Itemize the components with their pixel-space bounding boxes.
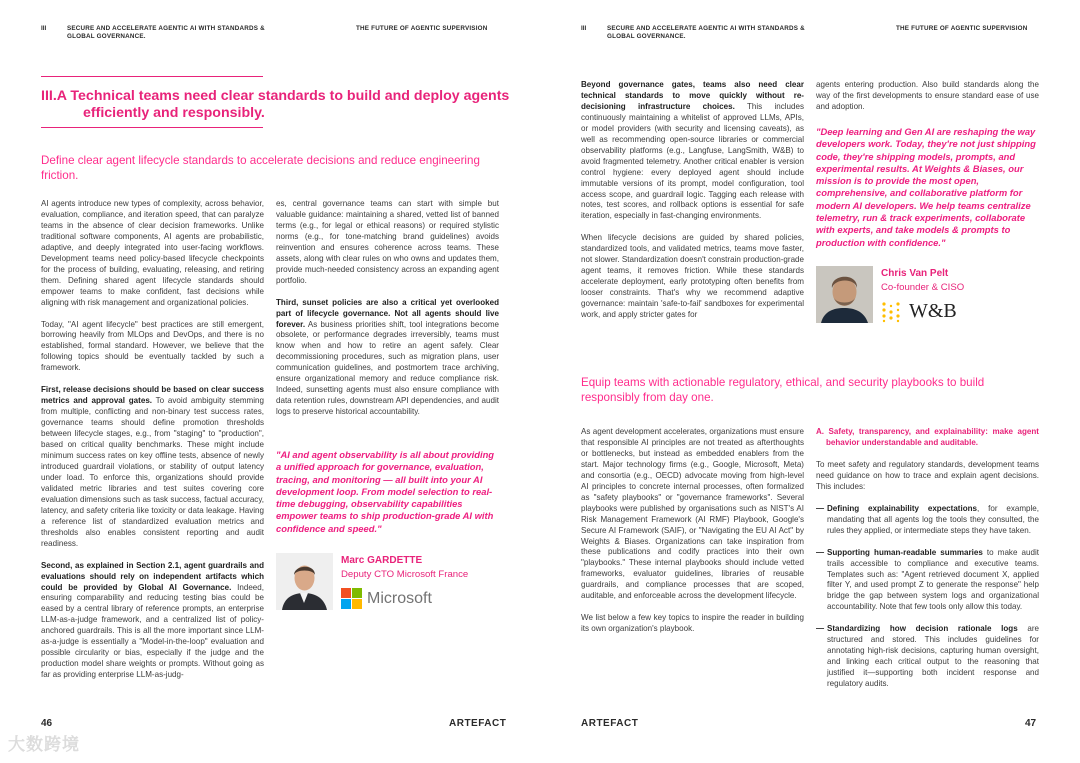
quote-author-name: Marc GARDETTE <box>341 555 423 566</box>
right-column-3 <box>581 427 804 646</box>
left-column-1 <box>41 199 264 692</box>
right-column-2-intro: agents entering production. Also build standards along the way of the first developments to ensure standard ease of use and adoption. <box>816 80 1039 111</box>
quote-author-role: Co-founder & CISO <box>881 282 965 293</box>
right-column-4 <box>816 427 1039 701</box>
header-section-number: III <box>41 25 47 32</box>
paragraph: es, central governance teams can start with simple but valuable guidance: maintaining a shared, vetted list of banned terms (e.g., for legal or ethical reasons) or required stylistic norms (e.g., for tone-matching brand guidelines) avoids reinvention and ensures coherence across teams. These assets, along with clear rules on who owns and updates them, provide much-needed consistency across an expanding agent portfolio. <box>276 199 499 285</box>
quote-author-role: Deputy CTO Microsoft France <box>341 569 469 580</box>
list-item: — Standardizing how decision rationale logs are structured and stored. This includes guidelines for annotating high-risk decisions, capturing human oversight, and linking each critical output to the reasoning that justified it—supporting both incident response and regulatory audits. <box>816 624 1039 690</box>
watermark: 大数跨境 <box>8 735 80 754</box>
footer-logo: ARTEFACT <box>581 718 639 729</box>
header-doc-title: THE FUTURE OF AGENTIC SUPERVISION <box>896 25 1028 32</box>
section-subtitle: Define clear agent lifecycle standards to accelerate decisions and reduce engineering friction. <box>41 154 480 182</box>
header-doc-title: THE FUTURE OF AGENTIC SUPERVISION <box>356 25 488 32</box>
avatar-marc-gardette <box>276 553 333 610</box>
quote-microsoft: "AI and agent observability is all about providing a unified approach for governance, evaluation, tracing, and monitoring — all built into your AI development loop. From model selection to real-time debugging, observability capabilities empower teams to ship production-grade AI with confidence and speed." <box>276 449 495 534</box>
title-rule-bottom <box>41 127 263 128</box>
list-item: — Defining explainability expectations, for example, mandating that all agents log the tools they consulted, the rules they applied, or intermediate steps they have taken. <box>816 504 1039 537</box>
section-subtitle: Equip teams with actionable regulatory, ethical, and security playbooks to build responsibly from day one. <box>581 376 985 404</box>
paragraph: To meet safety and regulatory standards, development teams need guidance on how to trace and explain agent decisions. This includes: <box>816 459 1039 491</box>
paragraph: First, release decisions should be based on clear success metrics and approval gates. To avoid ambiguity stemming from multiple, conflicting and non-binary test success rates, governance teams should define promotion thresholds between lifecycle stages, e.g., from "staging" to "production", based on critical quality benchmarks. These might include minimum success rates on key offline tests, absence of newly introduced guardrail violations, or stability of output latency under load. To enforce this, organizations should provide validated metric libraries and test suites covering core evaluation dimensions such as task success, factual accuracy, latency, and safety criteria like toxicity or data leakage. Having a reference list of standardized evaluation metrics and thresholds also enables consistent reporting and audit readiness. <box>41 385 264 548</box>
paragraph: We list below a few key topics to inspire the reader in building its own organization's playbook. <box>581 613 804 634</box>
wandb-dots-icon <box>881 301 903 323</box>
title-rule-top <box>41 76 263 77</box>
left-column-2 <box>276 199 499 429</box>
quote-author-name: Chris Van Pelt <box>881 268 949 279</box>
paragraph: When lifecycle decisions are guided by shared policies, standardized tools, and validated metrics, teams move faster, not slower. Standardization doesn't constrain production-grade agent teams, it removes friction. While these standards accelerate deployment, early prototyping often benefits from looser constraints. That's why we recommend adaptive governance: maintain 'safe-to-fail' sandboxes for experimental work, and apply stricter gates for <box>581 233 804 320</box>
list-item: — Supporting human-readable summaries to make audit trails accessible to compliance and executive teams. Templates such as: "Agent retrieved document X, applied filter Y, and used prompt Z to generate the response" help bridge the gap between system logs and organizational accountability. Note that few tools only allow this today. <box>816 548 1039 614</box>
paragraph: As agent development accelerates, organizations must ensure that responsible AI principles are not treated as afterthoughts or bottlenecks, but instead as embedded enablers from the start. Major technology firms (e.g., Google, Microsoft, Meta) and consortia (e.g., OECD) advocate moving from high-level AI principles to concrete internal processes, often formalized as "safety playbooks" or "governance frameworks". Several playbooks were published by organisations such as NIST's AI Risk Management Framework (AI RMF) Playbook, Google's Secure AI Framework (SAIF), or "Navigating the EU AI Act" by Weights & Biases. Organizations can take inspiration from these publications and codify practices into their own "playbooks." These internal playbooks should include vetted frameworks, evaluator guidelines, libraries of reusable guardrails, and compliance processes that are scoped, auditable, and enforceable across the development lifecycle. <box>581 427 804 601</box>
wandb-wordmark: W&B <box>909 300 957 322</box>
right-page <box>540 0 1080 763</box>
wandb-logo <box>881 300 957 323</box>
footer-logo: ARTEFACT <box>449 718 507 729</box>
page-number: 46 <box>41 718 53 729</box>
paragraph: Third, sunset policies are also a critical yet overlooked part of lifecycle governance. Not all agents should live forever. As business priorities shift, tool integrations become obsolete, or performance degrades irreversibly, teams must know when and how to retire an agent safely. Clear decommissioning procedures, such as migration plans, user communication guidelines, and postmortem trace archiving, ensure organizational memory and reduce compliance risk. Indeed, sunsetting agents must also ensure compliance with data retention rules, downstream API dependencies, and audit logs to preserve historical accountability. <box>276 297 499 417</box>
microsoft-logo <box>341 588 432 609</box>
paragraph: Second, as explained in Section 2.1, agent guardrails and evaluations should rely on independent artifacts which could be provided by Global AI Governance. Indeed, ensuring comparability and reducing testing bias could be eased by a central library of reference prompts, an enterprise LLM-as-a-judge framework, and a centralized list of policy-anchored guardrails. This is all the more important since LLM-as-a-judge is essentially a "Model-in-the-loop" evaluation and possible circularity or bias, especially if the judge and the production model share weights or prompts. Without going as far as providing enterprise LLM-as-judg- <box>41 560 264 680</box>
playbook-heading-a: A. Safety, transparency, and explainability: make agent behavior understandable and auditable. <box>816 427 1039 447</box>
header-section-title: SECURE AND ACCELERATE AGENTIC AI WITH STANDARDS & GLOBAL GOVERNANCE. <box>607 25 805 40</box>
header-section-number: III <box>581 25 587 32</box>
paragraph: Today, "AI agent lifecycle" best practices are still emergent, borrowing heavily from MLOps and DevOps, and there is no established, formal standard. However, we believe that the following topics should be eventually tackled by such a framework. <box>41 319 264 373</box>
header-section-title: SECURE AND ACCELERATE AGENTIC AI WITH STANDARDS & GLOBAL GOVERNANCE. <box>67 25 265 40</box>
avatar-chris-van-pelt <box>816 266 873 323</box>
right-column-1 <box>581 80 804 332</box>
microsoft-wordmark: Microsoft <box>367 589 432 607</box>
microsoft-squares-icon <box>341 588 362 609</box>
playbook-list <box>816 504 1039 690</box>
quote-wandb: "Deep learning and Gen AI are reshaping the way developers work. Today, they're not just shipping code, they're shipping models, prompts, and experimental results. At Weights & Biases, our mission is to provide the most open, comprehensive, and collaborative platform for modern AI developers. We help teams centralize telemetry, run & track experiments, collaborate with experts, and take models & prompts to production with confidence." <box>816 126 1036 248</box>
page-number: 47 <box>1025 718 1037 729</box>
page-title: III.A Technical teams need clear standards to build and deploy agents efficiently and responsibly. <box>41 88 510 121</box>
paragraph: Beyond governance gates, teams also need clear technical standards to move quickly without re-decisioning infrastructure choices. This includes continuously maintaining a whitelist of approved LLMs, APIs, or model providers (with security and licensing caveats), as well as recommending open-source libraries or commercial observability platforms (e.g., Langfuse, LangSmith, W&B) to avoid fragmented telemetry. Another critical enabler is version control hygiene: every deployed agent should include immutable versions of its prompt, model configuration, tool access scope, and guardrail logic. Tagging each release with notes, test scores, and rollback options is essential for safe iteration, especially in fast-changing environments. <box>581 80 804 221</box>
paragraph: AI agents introduce new types of complexity, across behavior, evaluation, compliance, and iteration speed, that can paralyze teams in the absence of clear decision frameworks. Unlike traditional software components, AI agents are probabilistic, adaptive, and deeply integrated into user-facing workflows. Development teams need policy-based lifecycle checkpoints for the process of building, evaluating, releasing, and retiring them. Defining shared agent lifecycle standards should empower teams to make confident, fast decisions while aligning with risk management and organizational policies. <box>41 199 264 307</box>
